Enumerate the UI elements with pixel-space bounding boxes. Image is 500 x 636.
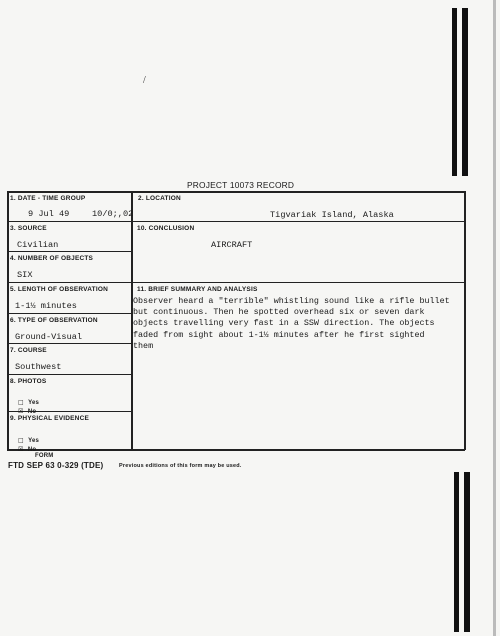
location-value: Tigvariak Island, Alaska [270,210,394,220]
source-value: Civilian [17,240,59,250]
form-title: PROJECT 10073 RECORD [187,180,295,190]
binding-bar-top-left [452,8,457,176]
pencil-mark: / [143,75,146,86]
row-divider-5 [7,343,132,344]
summary-line: Observer heard a "terrible" whistling sound like a rifle bullet [133,296,450,306]
evidence-no-checkbox-icon: ☒ [18,446,24,453]
length-of-observation-value: 1-1½ minutes [15,301,77,311]
source-label: 3. SOURCE [10,225,47,232]
summary-line: faded from sight about 1-1½ minutes after he first sighted [133,329,425,340]
evidence-yes-label: Yes [28,438,40,444]
course-label: 7. COURSE [10,347,47,354]
binding-bar-top-right [462,8,468,176]
conclusion-label: 10. CONCLUSION [137,225,195,232]
row-divider-6 [7,374,132,375]
form-number: FTD SEP 63 0-329 (TDE) [8,461,104,470]
summary-line: them [133,340,154,351]
binding-bar-bottom-left [454,472,459,632]
photos-yes-checkbox-icon: □ [18,399,24,406]
photos-yes-label: Yes [28,400,40,406]
physical-evidence-label: 9. PHYSICAL EVIDENCE [10,415,90,422]
row-divider-1 [7,221,465,222]
evidence-yes-checkbox-icon: □ [18,437,24,444]
number-of-objects-label: 4. NUMBER OF OBJECTS [10,255,94,262]
date-value: 9 Jul 49 [28,209,70,219]
photos-label: 8. PHOTOS [10,378,47,385]
length-of-observation-label: 5. LENGTH OF OBSERVATION [10,286,108,293]
number-of-objects-value: SIX [17,270,33,280]
type-of-observation-label: 6. TYPE OF OBSERVATION [10,317,98,324]
date-time-group-label: 1. DATE - TIME GROUP [10,195,86,202]
summary-text [133,296,463,352]
row-divider-4 [7,313,132,314]
time-value: 10/0;,02 [92,209,134,219]
right-edge-strip [493,0,496,636]
row-divider-2 [7,251,132,252]
form-border-right [464,191,466,450]
row-divider-3 [7,282,465,283]
summary-label: 11. BRIEF SUMMARY AND ANALYSIS [137,286,258,293]
summary-line: objects travelling very fast in a SSW direction. The objects [133,318,435,329]
binding-bar-bottom-right [464,472,470,632]
form-footer-label: FORM [35,453,54,459]
summary-line: but continuous. Then he spotted overhead six or seven dark [133,307,425,318]
type-of-observation-value: Ground-Visual [15,332,83,342]
evidence-no-label: No [27,447,37,453]
form-border-bottom [7,449,465,451]
photos-no-label: No [27,409,37,415]
conclusion-value: AIRCRAFT [211,240,253,250]
photos-no-checkbox-icon: ☒ [18,408,24,415]
form-border-top [7,191,465,193]
footer-note: Previous editions of this form may be used. [119,463,242,469]
course-value: Southwest [15,362,62,372]
evidence-no-option [18,438,36,456]
location-label: 2. LOCATION [138,195,181,202]
